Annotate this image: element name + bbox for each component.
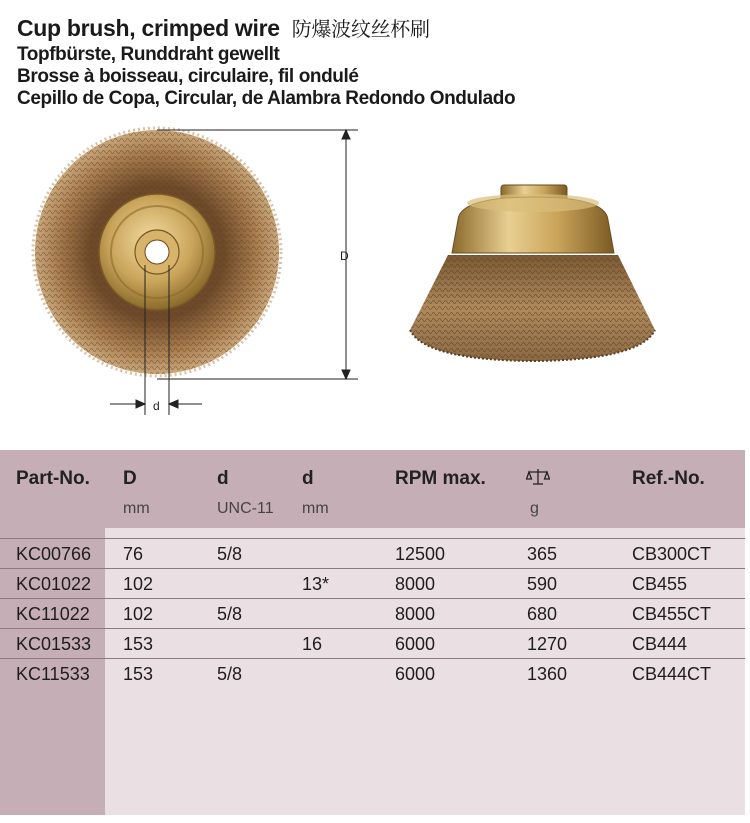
cell-part-no: KC11533 — [16, 664, 90, 684]
cell-bore-mm: 13* — [302, 574, 330, 594]
cell-diameter: 102 — [123, 604, 154, 624]
cell-weight: 1270 — [527, 634, 568, 654]
cell-ref-no: CB300CT — [632, 544, 712, 564]
cell-ref-no: CB455 — [632, 574, 688, 594]
cell-diameter: 76 — [123, 544, 144, 564]
row-divider — [0, 628, 745, 629]
cell-bore-unc: 5/8 — [217, 544, 243, 564]
cell-ref-no: CB444 — [632, 634, 688, 654]
row-divider — [0, 568, 745, 569]
cell-weight: 680 — [527, 604, 558, 624]
cell-part-no: KC11022 — [16, 604, 90, 624]
cell-weight: 365 — [527, 544, 558, 564]
header-weight-unit: g — [530, 500, 539, 517]
title-english-row — [17, 14, 515, 44]
brush-front-view — [33, 128, 281, 376]
header-ref-no: Ref.-No. — [632, 468, 705, 489]
header-bore-unc: d — [217, 468, 229, 489]
dimension-d-label: d — [153, 399, 160, 413]
row-divider — [0, 538, 745, 539]
header-part-no: Part-No. — [16, 468, 90, 489]
product-drawing — [0, 125, 750, 445]
cell-diameter: 153 — [123, 634, 154, 654]
title-chinese: 防爆波纹丝杯刷 — [291, 17, 430, 41]
dimension-D-label: D — [340, 249, 349, 263]
cell-rpm: 8000 — [395, 574, 436, 594]
cell-diameter: 153 — [123, 664, 154, 684]
row-divider — [0, 598, 745, 599]
header-rpm: RPM max. — [395, 468, 486, 489]
cell-ref-no: CB444CT — [632, 664, 712, 684]
title-spanish: Cepillo de Copa, Circular, de Alambra Redondo Ondulado — [17, 88, 516, 109]
product-titles — [17, 14, 515, 110]
brush-side-view — [410, 185, 655, 361]
header-diameter: D — [123, 468, 137, 489]
header-bore-unc-unit: UNC-11 — [217, 500, 274, 517]
product-figure — [0, 125, 750, 445]
cell-rpm: 6000 — [395, 664, 436, 684]
cell-part-no: KC00766 — [16, 544, 92, 564]
cell-bore-mm: 16 — [302, 634, 323, 654]
title-german: Topfbürste, Runddraht gewellt — [17, 44, 280, 65]
cell-rpm: 8000 — [395, 604, 436, 624]
cell-bore-unc: 5/8 — [217, 604, 243, 624]
specification-table — [0, 450, 745, 815]
cell-weight: 1360 — [527, 664, 568, 684]
cell-diameter: 102 — [123, 574, 154, 594]
header-bore-mm: d — [302, 468, 314, 489]
cell-bore-unc: 5/8 — [217, 664, 243, 684]
cell-rpm: 6000 — [395, 634, 436, 654]
cell-weight: 590 — [527, 574, 558, 594]
title-english: Cup brush, crimped wire — [17, 15, 280, 41]
header-bore-mm-unit: mm — [302, 500, 329, 517]
header-diameter-unit: mm — [123, 500, 150, 517]
title-french: Brosse à boisseau, circulaire, fil ondulé — [17, 66, 359, 87]
cell-part-no: KC01533 — [16, 634, 92, 654]
cell-part-no: KC01022 — [16, 574, 92, 594]
row-divider — [0, 658, 745, 659]
cell-rpm: 12500 — [395, 544, 446, 564]
cell-ref-no: CB455CT — [632, 604, 712, 624]
scale-icon — [526, 467, 550, 487]
